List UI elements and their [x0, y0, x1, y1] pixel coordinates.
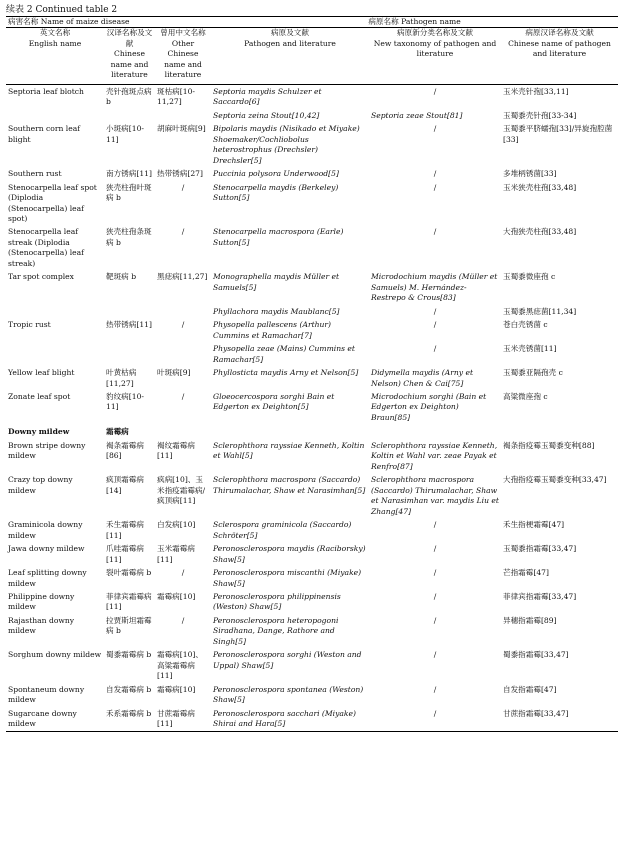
header-text: 病原汉译名称及文献 Chinese name of pathogen and literature — [508, 28, 611, 59]
cell-other-chinese-name: 甘蔗霜霉病[11] — [155, 707, 211, 731]
cell-pathogen-chinese: 芒指霜霉[47] — [503, 568, 549, 578]
cell-pathogen-chinese: 玉米狭壳柱孢[33,48] — [503, 182, 577, 192]
cell-pathogen: Gloeocercospora sorghi Bain et Edgerton ex Deighton[5] — [213, 392, 335, 412]
cell-chinese-name: 褐条霜霉病[86] — [106, 440, 144, 461]
cell-pathogen: Septoria maydis Schulzer et Saccardo[6] — [213, 86, 322, 107]
cell-chinese-name: 蜀黍霜霉病 b — [106, 650, 152, 660]
cell-pathogen: Stenocarpella macrospora (Earle) Sutton[5] — [213, 227, 344, 247]
cell-new-taxonomy: / — [433, 615, 437, 625]
table-row — [6, 648, 618, 682]
section-row-downy-mildew — [6, 424, 618, 438]
cell-other-chinese-name: 霜霉病[10]、高粱霜霉病[11] — [157, 650, 203, 681]
cell-chinese-name — [104, 305, 155, 318]
cell-chinese-name: 疯顶霜霉病[14] — [106, 475, 144, 495]
table-row — [6, 109, 618, 122]
cell-english-name: Spontaneum downy mildew — [8, 684, 85, 705]
table-row — [6, 683, 618, 707]
cell-pathogen: Septoria zeina Stout[10,42] — [213, 110, 320, 120]
cell-other-chinese-name — [155, 305, 211, 318]
cell-new-taxonomy: Septoria zeae Stout[81] — [371, 110, 463, 120]
table-row — [6, 473, 618, 518]
table-row — [6, 122, 618, 167]
cell-other-chinese-name — [155, 109, 211, 122]
cell-english-name: Tropic rust — [8, 320, 51, 330]
table-caption: 续表 2 Continued table 2 — [6, 5, 118, 15]
cell-other-chinese-name: 胡麻叶斑病[9] — [157, 124, 206, 134]
table-row — [6, 318, 618, 342]
cell-english-name — [6, 109, 104, 122]
cell-new-taxonomy: / — [433, 124, 437, 134]
table-row — [6, 225, 618, 270]
cell-pathogen: Phyllachora maydis Maublanc[5] — [213, 306, 340, 316]
cell-new-taxonomy: Sclerophthora rayssiae Kenneth, Koltin et Wahl var. zeae Payak et Renfro[87] — [371, 440, 498, 471]
cell-pathogen-chinese: 菲律宾指霜霉[33,47] — [503, 591, 577, 601]
cell-pathogen-chinese: 玉蜀黍平脐蠕孢[33]/异旋孢腔菌[33] — [503, 124, 613, 144]
table-row — [6, 390, 618, 424]
section-title-cn: 霜霉病 — [106, 427, 129, 437]
cell-english-name: Brown stripe downy mildew — [8, 440, 86, 461]
cell-pathogen: Sclerophthora rayssiae Kenneth, Koltin et Wahl[5] — [213, 440, 365, 461]
cell-new-taxonomy: Microdochium maydis (Müller et Samuels) M. Hernández-Restrepo & Crous[83] — [371, 272, 498, 303]
cell-new-taxonomy: / — [433, 684, 437, 694]
header-other-chinese-name — [155, 28, 211, 84]
cell-other-chinese-name: / — [181, 568, 185, 578]
cell-other-chinese-name: 玉米霜霉病[11] — [157, 544, 195, 564]
cell-pathogen-chinese: 玉蜀黍亚隔孢壳 c — [503, 368, 563, 378]
cell-pathogen: Peronosclerospora maydis (Raciborsky) Shaw[5] — [213, 544, 366, 564]
cell-chinese-name — [104, 109, 155, 122]
table-row — [6, 342, 618, 366]
cell-pathogen-chinese: 苍白壳锈菌 c — [503, 320, 548, 330]
cell-chinese-name: 狭壳柱孢条斑病 b — [106, 227, 152, 247]
table-row — [6, 167, 618, 180]
cell-pathogen: Physopella zeae (Mains) Cummins et Ramachar[5] — [213, 344, 355, 364]
cell-other-chinese-name: / — [181, 392, 185, 401]
cell-chinese-name: 壳针孢斑点病 b — [106, 86, 152, 107]
cell-other-chinese-name: / — [181, 227, 185, 237]
cell-new-taxonomy: / — [369, 707, 501, 731]
cell-new-taxonomy: / — [433, 544, 437, 554]
cell-pathogen-chinese: 大孢狭壳柱孢[33,48] — [503, 227, 577, 237]
cell-pathogen-chinese: 甘蔗指霜霉[33,47] — [501, 707, 618, 731]
cell-english-name: Septoria leaf blotch — [8, 86, 84, 96]
header-text: 病原及文献 Pathogen and literature — [244, 28, 336, 48]
cell-other-chinese-name: 叶斑病[9] — [157, 368, 191, 378]
cell-pathogen: Peronosclerospora sorghi (Weston and Uppal) Shaw[5] — [213, 650, 362, 670]
cell-new-taxonomy: / — [433, 306, 437, 316]
cell-chinese-name: 小斑病[10-11] — [106, 124, 144, 144]
cell-new-taxonomy: / — [433, 591, 437, 601]
cell-chinese-name: 禾系霜霉病 b — [104, 707, 155, 731]
cell-pathogen-chinese: 大孢指疫霉玉蜀黍变种[33,47] — [503, 475, 607, 485]
header-text: 曾用中文名称 Other Chinese name and literature — [160, 28, 206, 80]
cell-other-chinese-name: / — [181, 320, 185, 330]
cell-pathogen: Physopella pallescens (Arthur) Cummins et Ramachar[7] — [213, 320, 331, 340]
table-row — [6, 305, 618, 318]
cell-new-taxonomy: / — [433, 568, 437, 578]
cell-english-name: Jawa downy mildew — [8, 544, 85, 554]
cell-chinese-name: 拉贾斯坦霜霉病 b — [106, 615, 152, 636]
cell-english-name: Stenocarpella leaf spot (Diplodia (Stenocarpella) leaf spot) — [8, 182, 97, 223]
cell-pathogen: Bipolaris maydis (Nisikado et Miyake) Shoemaker/Cochliobolus heterostrophus (Drechsler) Drechsler[5] — [213, 124, 360, 165]
header-chinese-name — [104, 28, 155, 84]
cell-chinese-name: 叶黄枯病[11,27] — [106, 368, 137, 388]
cell-english-name — [6, 342, 104, 366]
cell-english-name: Yellow leaf blight — [8, 368, 75, 378]
cell-other-chinese-name: 疯病[10]、玉米指疫霜霉病/疯顶病[11] — [157, 475, 206, 506]
cell-pathogen: Sclerospora graminicola (Saccardo) Schröter[5] — [213, 520, 352, 540]
cell-pathogen-chinese: 禾生指梗霜霉[47] — [503, 520, 565, 530]
cell-english-name: Rajasthan downy mildew — [8, 615, 75, 636]
cell-pathogen: Monographella maydis Müller et Samuels[5] — [213, 272, 340, 292]
cell-english-name: Leaf splitting downy mildew — [8, 568, 87, 588]
cell-new-taxonomy: / — [433, 344, 437, 354]
header-text: 汉译名称及文献 Chinese name and literature — [106, 28, 153, 80]
cell-english-name: Southern rust — [8, 169, 62, 179]
section-spacer — [155, 424, 618, 438]
cell-english-name: Zonate leaf spot — [8, 392, 71, 401]
cell-new-taxonomy: / — [433, 182, 437, 192]
cell-new-taxonomy: / — [433, 320, 437, 330]
cell-new-taxonomy: / — [433, 227, 437, 237]
cell-pathogen-chinese: 玉米壳针孢[33,11] — [503, 86, 569, 96]
cell-chinese-name: 爪哇霜霉病[11] — [106, 544, 144, 564]
header-text: 病原新分类名称及文献 New taxonomy of pathogen and literature — [373, 28, 497, 59]
cell-english-name: Tar spot complex — [8, 272, 74, 282]
cell-pathogen-chinese: 高粱微座孢 c — [503, 392, 548, 401]
cell-other-chinese-name: 霜霉病[10] — [157, 684, 196, 694]
cell-english-name: Southern corn leaf blight — [8, 124, 81, 144]
cell-pathogen-chinese: 玉蜀黍黑痣菌[11,34] — [503, 306, 577, 316]
table-row — [6, 590, 618, 614]
section-title-en: Downy mildew — [8, 427, 70, 437]
table-body — [6, 84, 618, 731]
cell-pathogen-chinese: 异穗指霜霉[89] — [503, 615, 557, 625]
header-text: 英文名称 English name — [28, 28, 82, 48]
cell-pathogen-chinese: 蜀黍指霜霉[33,47] — [503, 650, 569, 660]
cell-chinese-name: 靶斑病 b — [106, 272, 137, 282]
table-row — [6, 518, 618, 542]
table-row — [6, 707, 618, 731]
cell-english-name: Sugarcane downy mildew — [6, 707, 104, 731]
cell-english-name: Sorghum downy mildew — [8, 650, 102, 660]
table-row — [6, 542, 618, 566]
cell-chinese-name: 裂叶霜霉病 b — [106, 568, 152, 578]
cell-english-name: Crazy top downy mildew — [8, 475, 73, 495]
cell-chinese-name: 狭壳柱孢叶斑病 b — [106, 182, 152, 203]
cell-chinese-name: 禾生霜霉病[11] — [106, 520, 144, 540]
cell-new-taxonomy: / — [433, 169, 437, 179]
cell-pathogen: Stenocarpella maydis (Berkeley) Sutton[5] — [213, 182, 339, 203]
cell-chinese-name: 热带锈病[11] — [106, 320, 152, 330]
cell-pathogen: Peronosclerospora spontanea (Weston) Shaw[5] — [213, 684, 364, 705]
cell-other-chinese-name — [155, 342, 211, 366]
cell-pathogen: Peronosclerospora heteropogoni Siradhana, Dange, Rathore and Singh[5] — [213, 615, 339, 646]
header-pathogen — [211, 28, 369, 84]
cell-english-name: Stenocarpella leaf streak (Diplodia (Stenocarpella) leaf streak) — [8, 227, 84, 268]
table-row — [6, 181, 618, 226]
cell-chinese-name: 豹纹病[10-11] — [106, 392, 144, 412]
header-disease-group: 病害名称 Name of maize disease — [6, 17, 211, 28]
cell-other-chinese-name: 白发病[10] — [157, 520, 196, 530]
cell-new-taxonomy: Sclerophthora macrospora (Saccardo) Thirumalachar, Shaw et Narasimhan var. maydis Liu et Zhang[47] — [371, 475, 499, 516]
cell-other-chinese-name: 热带锈病[27] — [157, 169, 203, 179]
cell-pathogen: Peronosclerospora philippinensis (Weston) Shaw[5] — [213, 591, 341, 612]
table-row — [6, 566, 618, 590]
table-row — [6, 439, 618, 473]
cell-other-chinese-name: / — [181, 182, 185, 192]
cell-new-taxonomy: / — [433, 520, 437, 530]
cell-new-taxonomy: Microdochium sorghi (Bain et Edgerton ex Deighton) Braun[85] — [371, 392, 487, 422]
disease-table — [6, 16, 618, 732]
table-row — [6, 84, 618, 108]
cell-chinese-name: 南方锈病[11] — [106, 169, 152, 179]
header-english-name — [6, 28, 104, 84]
header-pathogen-chinese — [501, 28, 618, 84]
cell-english-name — [6, 305, 104, 318]
cell-pathogen-chinese: 自发指霜霉[47] — [503, 684, 557, 694]
cell-pathogen-chinese: 多堆柄锈菌[33] — [503, 169, 557, 179]
table-row — [6, 270, 618, 304]
cell-other-chinese-name: / — [181, 615, 185, 625]
cell-new-taxonomy: Didymella maydis (Arny et Nelson) Chen & Cai[75] — [371, 368, 473, 388]
cell-pathogen-chinese: 玉蜀黍壳针孢[33-34] — [503, 110, 577, 120]
cell-chinese-name — [104, 342, 155, 366]
table-row — [6, 366, 618, 390]
cell-pathogen: Sclerophthora macrospora (Saccardo) Thirumalachar, Shaw et Narasimhan[5] — [213, 475, 366, 495]
cell-other-chinese-name: 褐纹霜霉病[11] — [157, 440, 195, 461]
cell-pathogen-chinese: 玉米壳锈菌[11] — [503, 344, 557, 354]
cell-english-name: Philippine downy mildew — [8, 591, 75, 612]
cell-pathogen-chinese: 玉蜀黍微座孢 c — [503, 272, 556, 282]
table-row — [6, 614, 618, 648]
cell-pathogen: Puccinia polysora Underwood[5] — [213, 169, 339, 179]
cell-pathogen-chinese: 褐条指疫霉玉蜀黍变种[88] — [503, 440, 595, 450]
cell-chinese-name: 菲律宾霜霉病[11] — [106, 591, 152, 612]
cell-pathogen: Phyllosticta maydis Arny et Nelson[5] — [213, 368, 359, 378]
cell-other-chinese-name: 黑痣病[11,27] — [157, 272, 208, 282]
cell-other-chinese-name: 斑枯病[10-11,27] — [157, 86, 195, 107]
header-pathogen-group: 病原名称 Pathogen name — [211, 17, 618, 28]
cell-new-taxonomy: / — [433, 86, 437, 96]
cell-other-chinese-name: 霜霉病[10] — [157, 591, 196, 601]
cell-english-name: Graminicola downy mildew — [8, 520, 83, 540]
cell-chinese-name: 自发霜霉病 b — [106, 684, 152, 694]
header-new-taxonomy — [369, 28, 501, 84]
cell-pathogen-chinese: 玉蜀黍指霜霉[33,47] — [503, 544, 577, 554]
cell-new-taxonomy: / — [433, 650, 437, 660]
cell-pathogen: Peronosclerospora sacchari (Miyake) Shirai and Hara[5] — [211, 707, 369, 731]
cell-pathogen: Peronosclerospora miscanthi (Miyake) Shaw[5] — [213, 568, 362, 588]
